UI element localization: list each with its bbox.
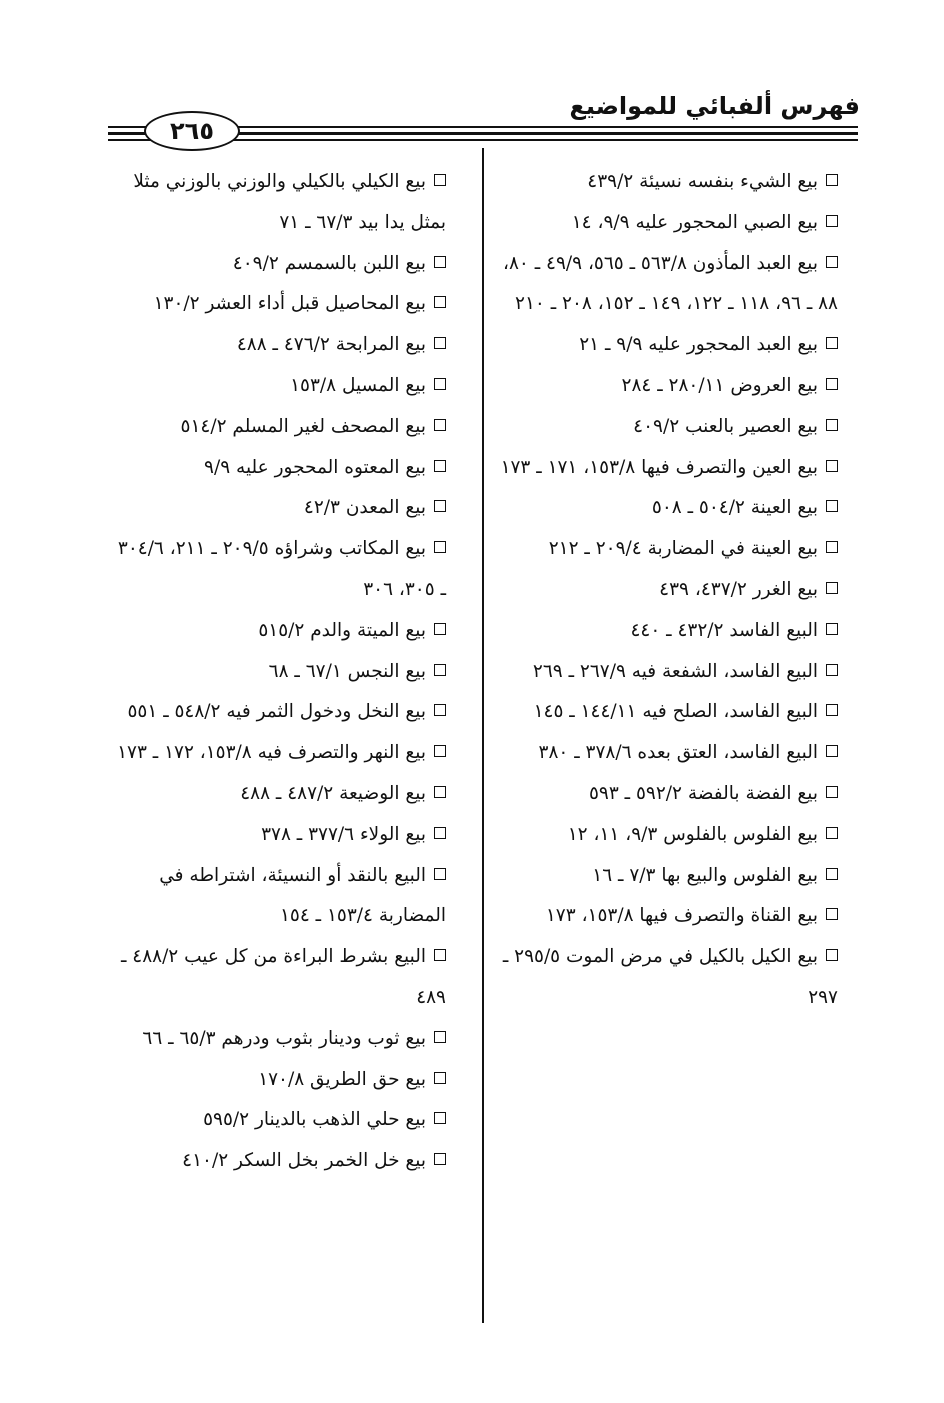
- index-entry: [110, 488, 446, 529]
- entry-text: بيع العين والتصرف فيها ١٥٣/٨، ١٧١ ـ ١٧٣: [500, 456, 818, 478]
- index-entry: [110, 366, 446, 407]
- entry-text: بيع المسيل ١٥٣/٨: [290, 374, 426, 396]
- index-entry: [110, 244, 446, 285]
- index-entry: [497, 733, 838, 774]
- entry-text: البيع الفاسد، العتق بعده ٣٧٨/٦ ـ ٣٨٠: [538, 742, 818, 764]
- checkbox-square-icon: [434, 174, 446, 186]
- index-entry: [497, 692, 838, 733]
- index-entry: [497, 448, 838, 489]
- checkbox-square-icon: [826, 745, 838, 757]
- index-entry: [110, 1060, 446, 1101]
- checkbox-square-icon: [826, 949, 838, 961]
- index-entry: [497, 325, 838, 366]
- entry-text: بيع الشيء بنفسه نسيئة ٤٣٩/٢: [587, 171, 818, 192]
- entry-text: بيع النجس ٦٧/١ ـ ٦٨: [268, 660, 426, 682]
- entry-text: بيع حق الطريق ١٧٠/٨: [258, 1068, 426, 1090]
- checkbox-square-icon: [826, 256, 838, 268]
- index-entry: [497, 244, 838, 326]
- checkbox-square-icon: [434, 704, 446, 716]
- index-entry: [497, 611, 838, 652]
- entry-text: بيع العينة في المضاربة ٢٠٩/٤ ـ ٢١٢: [548, 538, 818, 560]
- checkbox-square-icon: [434, 1112, 446, 1124]
- checkbox-square-icon: [826, 582, 838, 594]
- entry-text: بيع الغرر ٤٣٧/٢، ٤٣٩: [659, 578, 818, 600]
- entry-text: بيع المعدن ٤٢/٣: [303, 497, 426, 519]
- entry-text: البيع بشرط البراءة من كل عيب ٤٨٨/٢ ـ ٤٨٩: [120, 946, 446, 1008]
- index-entry: [497, 856, 838, 897]
- checkbox-square-icon: [434, 868, 446, 880]
- index-entry: [110, 815, 446, 856]
- index-entry: [497, 366, 838, 407]
- right-column: [497, 162, 838, 1019]
- entry-text: بيع المعتوه المحجور عليه ٩/٩: [204, 456, 426, 478]
- index-entry: [110, 529, 446, 611]
- index-entry: [110, 325, 446, 366]
- entry-text: بيع المكاتب وشراؤه ٢٠٩/٥ ـ ٢١١، ٣٠٤/٦ ـ ٣٠٥، ٣٠٦: [117, 538, 446, 600]
- entry-text: بيع الميتة والدم ٥١٥/٢: [258, 619, 426, 641]
- index-entry: [497, 529, 838, 570]
- index-entry: [497, 203, 838, 244]
- index-entry: [497, 937, 838, 1019]
- checkbox-square-icon: [826, 215, 838, 227]
- entry-text: بيع القناة والتصرف فيها ١٥٣/٨، ١٧٣: [545, 905, 818, 927]
- entry-text: بيع العصير بالعنب ٤٠٩/٢: [633, 415, 818, 437]
- checkbox-square-icon: [434, 949, 446, 961]
- checkbox-square-icon: [826, 337, 838, 349]
- index-entry: [497, 570, 838, 611]
- index-entry: [110, 284, 446, 325]
- checkbox-square-icon: [434, 296, 446, 308]
- index-entry: [110, 692, 446, 733]
- entry-text: بيع اللبن بالسمسم ٤٠٩/٢: [232, 252, 426, 274]
- checkbox-square-icon: [434, 1072, 446, 1084]
- entry-text: بيع خل الخمر بخل السكر ٤١٠/٢: [182, 1150, 426, 1172]
- entry-text: البيع الفاسد، الصلح فيه ١٤٤/١١ ـ ١٤٥: [533, 701, 818, 723]
- entry-text: بيع ثوب ودينار بثوب ودرهم ٦٥/٣ ـ ٦٦: [142, 1027, 426, 1049]
- index-entry: [497, 488, 838, 529]
- checkbox-square-icon: [826, 908, 838, 920]
- index-entry: [110, 611, 446, 652]
- checkbox-square-icon: [826, 174, 838, 186]
- entry-text: بيع الفلوس والبيع بها ٧/٣ ـ ١٦: [592, 864, 818, 886]
- index-entry: [110, 856, 446, 938]
- checkbox-square-icon: [826, 827, 838, 839]
- column-divider: [482, 148, 484, 1323]
- entry-text: بيع الكيلي بالكيلي والوزني بالوزني مثلا بمثل يدا بيد ٦٧/٣ ـ ٧١: [133, 171, 446, 233]
- checkbox-square-icon: [826, 868, 838, 880]
- page-number: ٢٦٥: [144, 111, 240, 151]
- index-entry: [110, 448, 446, 489]
- checkbox-square-icon: [434, 541, 446, 553]
- index-entry: [497, 815, 838, 856]
- index-title: فهرس ألفبائي للمواضيع: [569, 92, 860, 120]
- index-entry: [110, 733, 446, 774]
- checkbox-square-icon: [826, 419, 838, 431]
- checkbox-square-icon: [826, 786, 838, 798]
- entry-text: بيع الصبي المحجور عليه ٩/٩، ١٤: [571, 211, 818, 233]
- entry-text: بيع الولاء ٣٧٧/٦ ـ ٣٧٨: [261, 823, 426, 845]
- checkbox-square-icon: [434, 745, 446, 757]
- index-entry: [110, 407, 446, 448]
- entry-text: بيع الوضيعة ٤٨٧/٢ ـ ٤٨٨: [240, 782, 426, 804]
- entry-text: بيع الكيل بالكيل في مرض الموت ٢٩٥/٥ ـ ٢٩٧: [502, 946, 838, 1008]
- index-entry: [110, 1019, 446, 1060]
- checkbox-square-icon: [826, 541, 838, 553]
- entry-text: بيع الفلوس بالفلوس ٩/٣، ١١، ١٢: [567, 823, 818, 845]
- checkbox-square-icon: [826, 664, 838, 676]
- entry-text: بيع المرابحة ٤٧٦/٢ ـ ٤٨٨: [236, 334, 426, 356]
- checkbox-square-icon: [434, 1031, 446, 1043]
- checkbox-square-icon: [434, 378, 446, 390]
- index-entry: [110, 162, 446, 244]
- left-column: [110, 162, 446, 1182]
- index-entry: [497, 162, 838, 203]
- index-entry: [110, 774, 446, 815]
- checkbox-square-icon: [826, 704, 838, 716]
- checkbox-square-icon: [826, 460, 838, 472]
- entry-text: بيع العينة ٥٠٤/٢ ـ ٥٠٨: [651, 497, 818, 519]
- checkbox-square-icon: [434, 623, 446, 635]
- checkbox-square-icon: [826, 378, 838, 390]
- entry-text: بيع العبد المحجور عليه ٩/٩ ـ ٢١: [579, 334, 818, 356]
- checkbox-square-icon: [826, 500, 838, 512]
- checkbox-square-icon: [434, 419, 446, 431]
- checkbox-square-icon: [434, 500, 446, 512]
- index-entry: [497, 774, 838, 815]
- entry-text: بيع المصحف لغير المسلم ٥١٤/٢: [180, 415, 426, 437]
- checkbox-square-icon: [434, 337, 446, 349]
- index-entry: [497, 407, 838, 448]
- checkbox-square-icon: [434, 786, 446, 798]
- entry-text: بيع النهر والتصرف فيه ١٥٣/٨، ١٧٢ ـ ١٧٣: [117, 742, 426, 764]
- index-entry: [110, 1100, 446, 1141]
- index-entry: [110, 937, 446, 1019]
- entry-text: البيع الفاسد ٤٣٢/٢ ـ ٤٤٠: [630, 619, 818, 641]
- entry-text: بيع العروض ٢٨٠/١١ ـ ٢٨٤: [621, 374, 818, 396]
- checkbox-square-icon: [434, 460, 446, 472]
- checkbox-square-icon: [434, 827, 446, 839]
- checkbox-square-icon: [434, 256, 446, 268]
- entry-text: البيع الفاسد، الشفعة فيه ٢٦٧/٩ ـ ٢٦٩: [532, 660, 818, 682]
- checkbox-square-icon: [434, 1153, 446, 1165]
- entry-text: بيع العبد المأذون ٥٦٣/٨ ـ ٥٦٥، ٤٩/٩ ـ ٨٠، ٨٨ ـ ٩٦، ١١٨ ـ ١٢٢، ١٤٩ ـ ١٥٢، ٢٠٨ ـ ٢١٠: [502, 252, 838, 315]
- index-entry: [497, 896, 838, 937]
- entry-text: البيع بالنقد أو النسيئة، اشتراطه في المضاربة ١٥٣/٤ ـ ١٥٤: [159, 864, 446, 927]
- checkbox-square-icon: [434, 664, 446, 676]
- index-entry: [110, 652, 446, 693]
- entry-text: بيع المحاصيل قبل أداء العشر ١٣٠/٢: [153, 293, 426, 315]
- entry-text: بيع الفضة بالفضة ٥٩٢/٢ ـ ٥٩٣: [588, 782, 818, 804]
- index-entry: [110, 1141, 446, 1182]
- checkbox-square-icon: [826, 623, 838, 635]
- index-entry: [497, 652, 838, 693]
- entry-text: بيع حلي الذهب بالدينار ٥٩٥/٢: [203, 1109, 426, 1131]
- entry-text: بيع النخل ودخول الثمر فيه ٥٤٨/٢ ـ ٥٥١: [127, 701, 426, 723]
